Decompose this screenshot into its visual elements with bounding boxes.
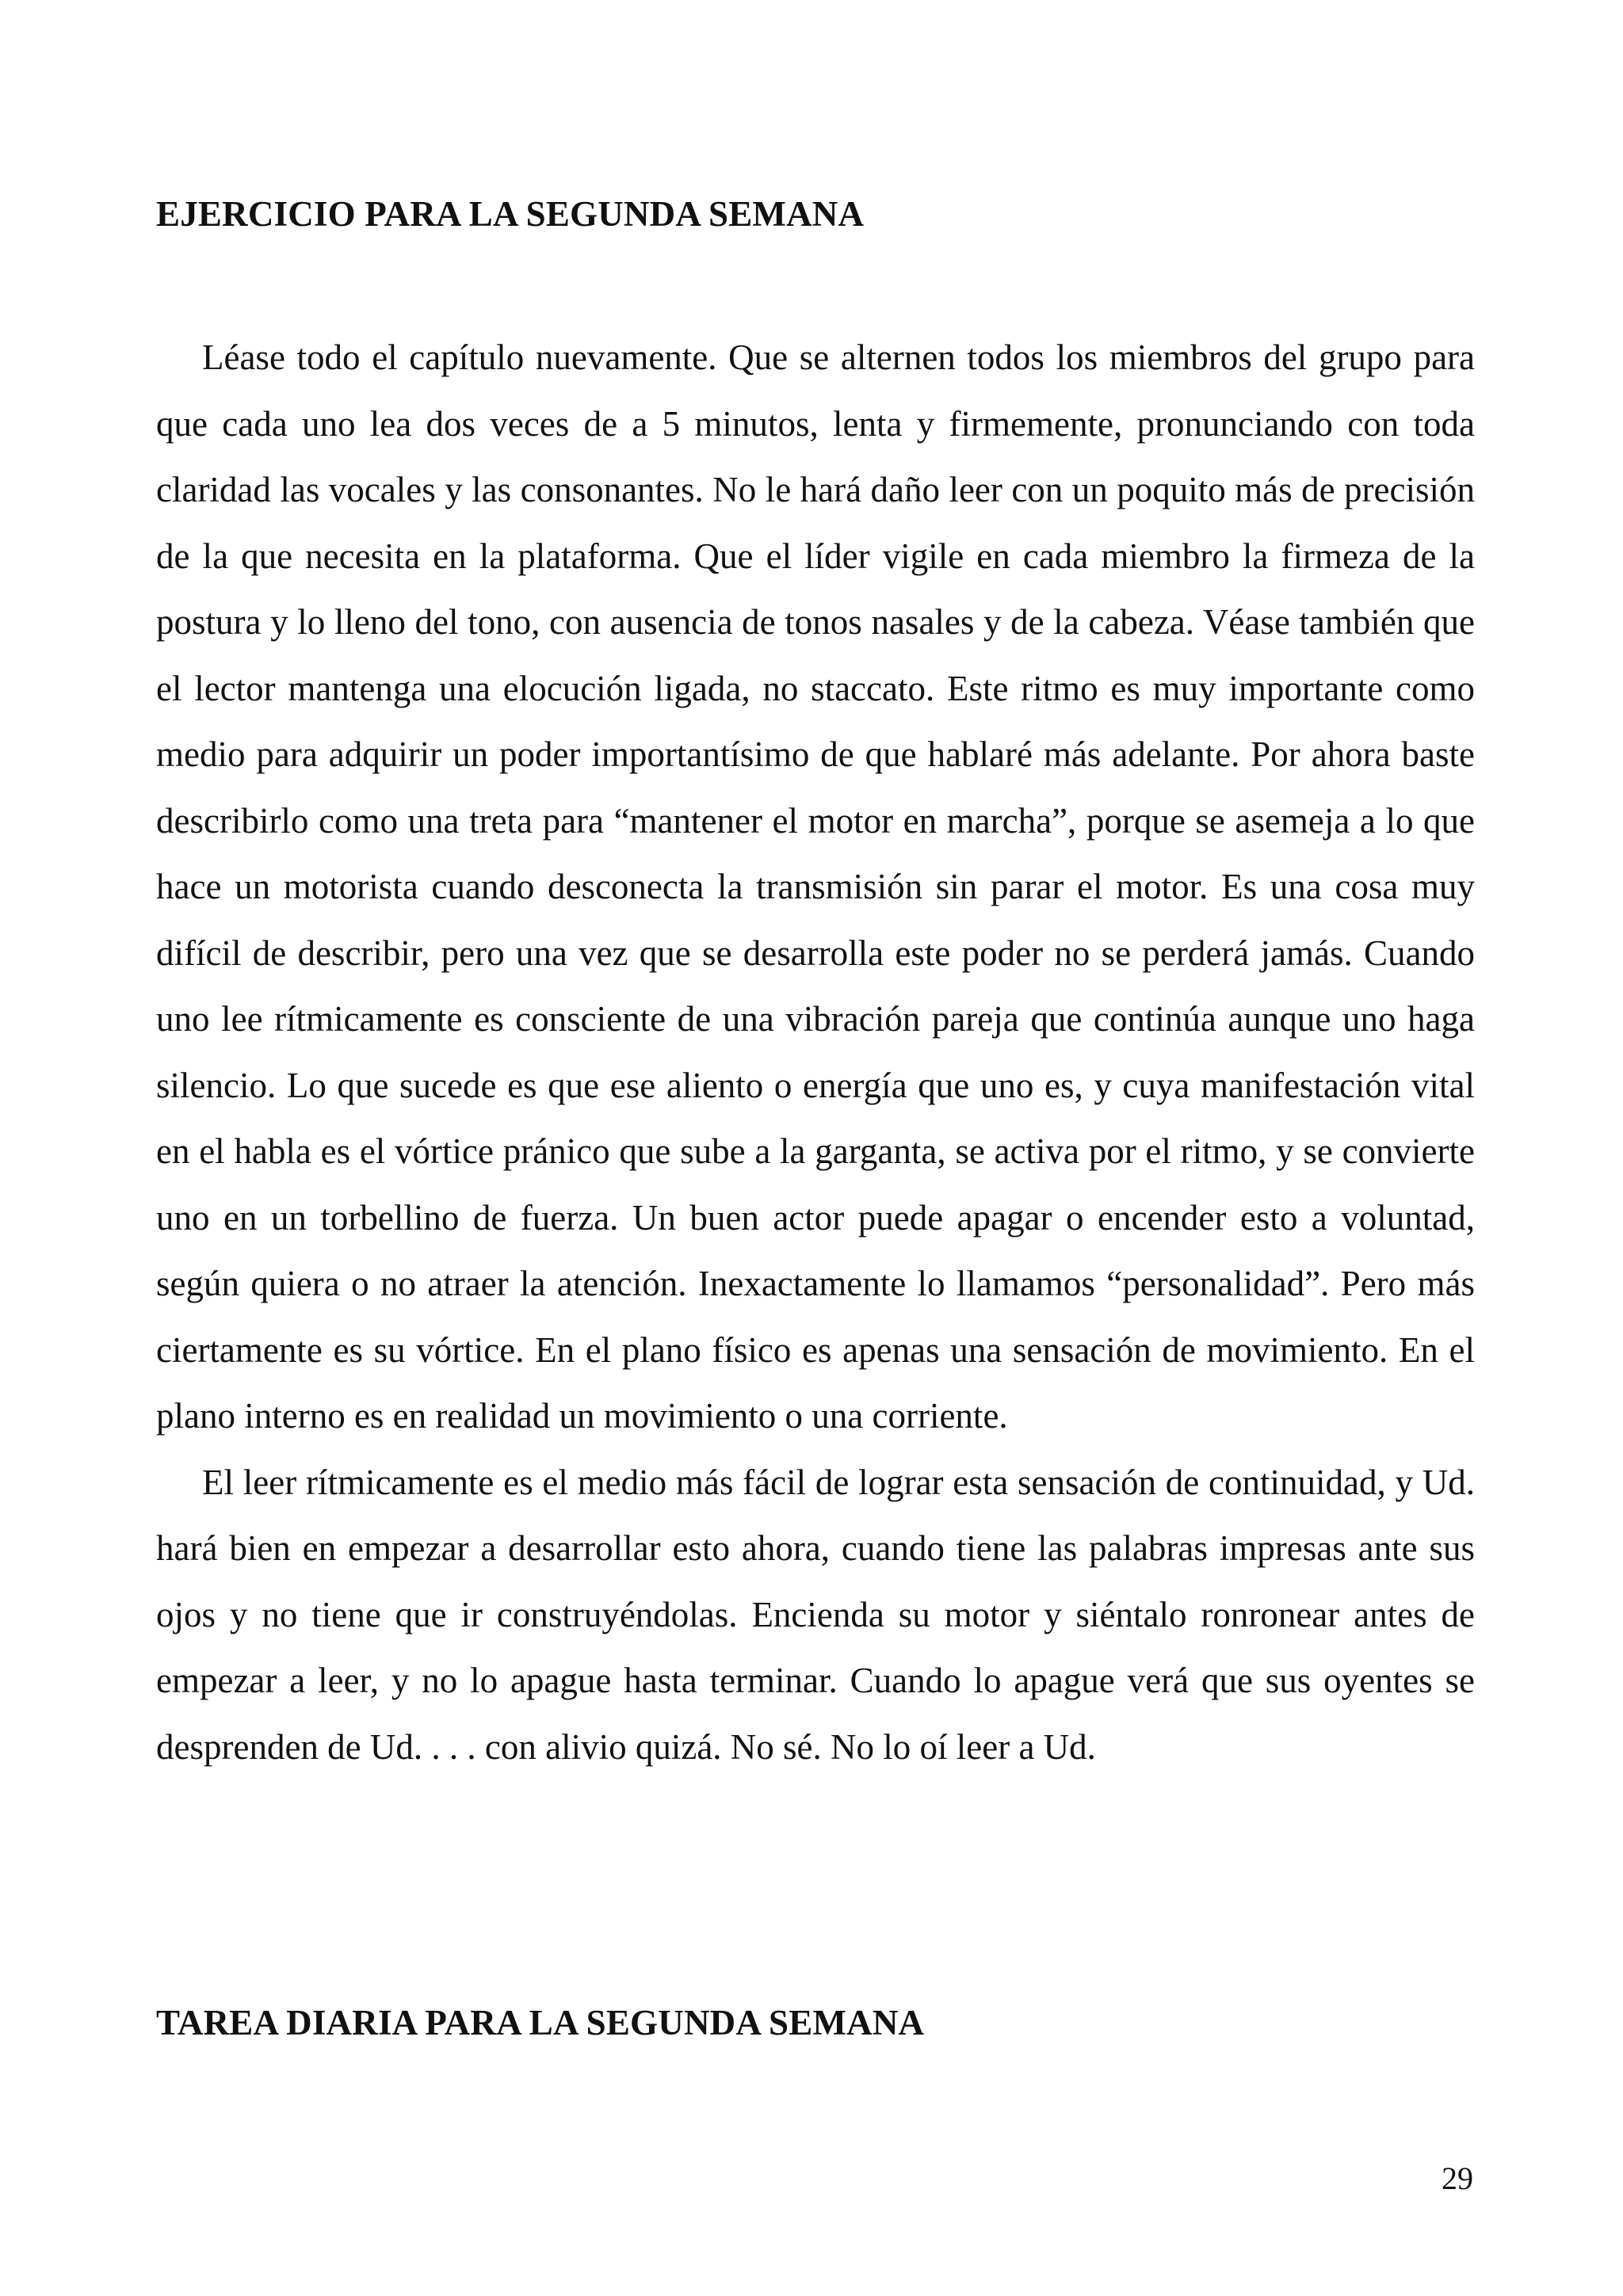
page-number: 29 — [1442, 2161, 1473, 2196]
paragraph-2: El leer rítmicamente es el medio más fácil de lograr esta sensación de continuidad, y Ud. hará bien en empezar a desarrollar esto ahora, cuando tiene las palabras impresas ante sus ojos y no tiene que ir construyéndolas. Encienda su motor y siéntalo ronronear antes de empezar a leer, y no lo apague hasta terminar. Cuando lo apague verá que sus oyentes se desprenden de Ud. . . . con alivio quizá. No sé. No lo oí leer a Ud. — [156, 1462, 1475, 1767]
section-heading-exercise: EJERCICIO PARA LA SEGUNDA SEMANA — [156, 194, 865, 234]
body-text — [156, 325, 1475, 1780]
section-heading-daily-task: TAREA DIARIA PARA LA SEGUNDA SEMANA — [156, 2003, 925, 2042]
paragraph-1: Léase todo el capítulo nuevamente. Que se alternen todos los miembros del grupo para que cada uno lea dos veces de a 5 minutos, lenta y firmemente, pronunciando con toda claridad las vocales y las consonantes. No le hará daño leer con un poquito más de precisión de la que necesita en la plataforma. Que el líder vigile en cada miembro la firmeza de la postura y lo lleno del tono, con ausencia de tonos nasales y de la cabeza. Véase también que el lector mantenga una elocución ligada, no staccato. Este ritmo es muy importante como medio para adquirir un poder importantísimo de que hablaré más adelante. Por ahora baste describirlo como una treta para “mantener el motor en marcha”, porque se asemeja a lo que hace un motorista cuando desconecta la transmisión sin parar el motor. Es una cosa muy difícil de describir, pero una vez que se desarrolla este poder no se perderá jamás. Cuando uno lee rítmicamente es consciente de una vibración pareja que continúa aunque uno haga silencio. Lo que sucede es que ese aliento o energía que uno es, y cuya manifestación vital en el habla es el vórtice pránico que sube a la garganta, se activa por el ritmo, y se convierte uno en un torbellino de fuerza. Un buen actor puede apagar o encender esto a voluntad, según quiera o no atraer la atención. Inexactamente lo llamamos “personalidad”. Pero más ciertamente es su vórtice. En el plano físico es apenas una sensación de movimiento. En el plano interno es en realidad un movimiento o una corriente. — [156, 338, 1475, 1436]
